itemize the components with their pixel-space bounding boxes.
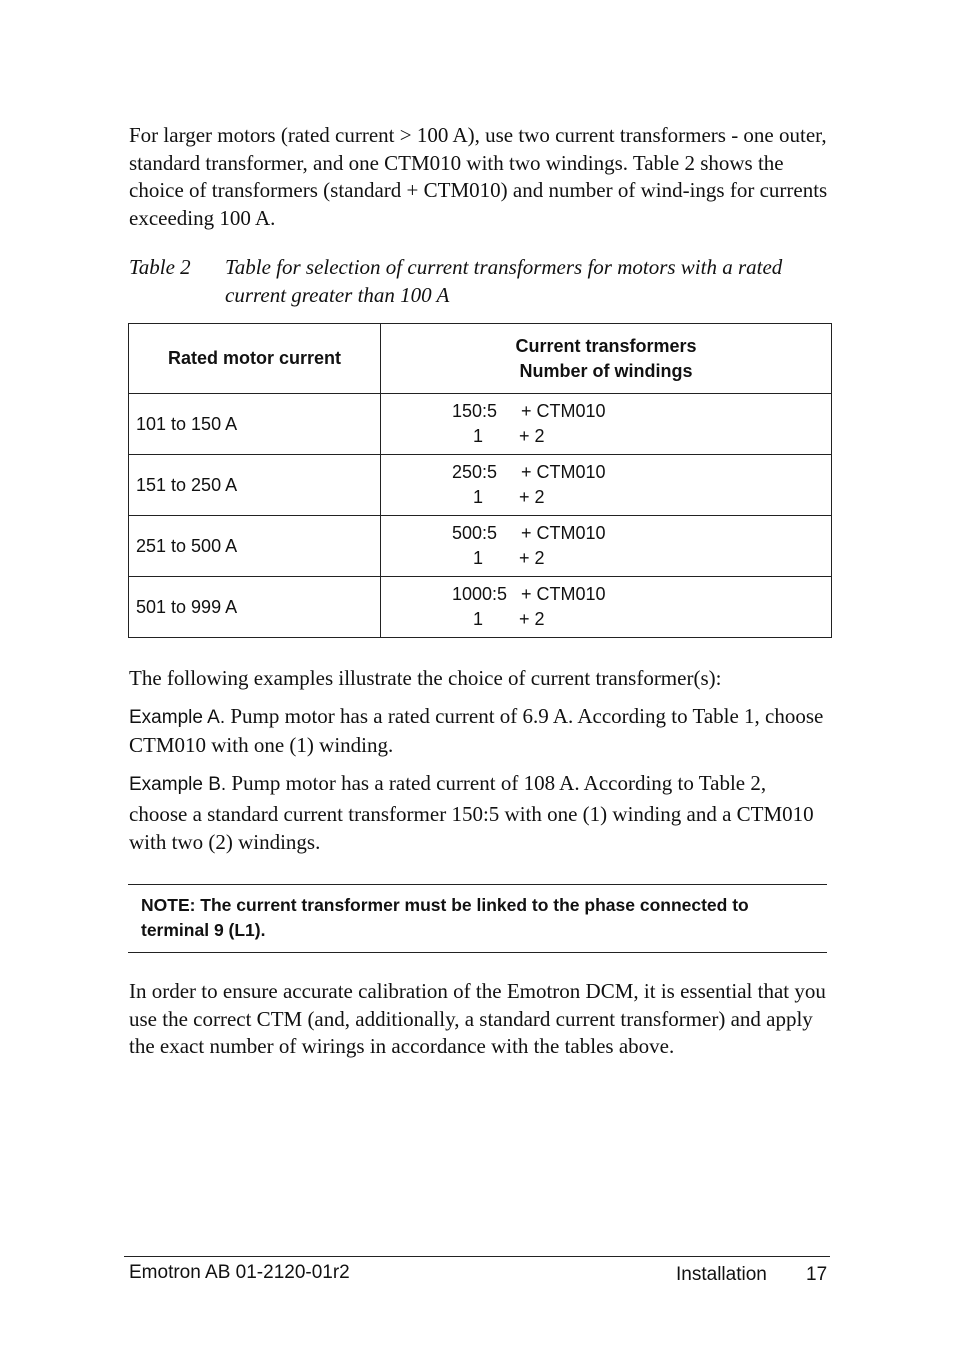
table-header-row xyxy=(129,324,832,394)
table-caption-text: Table for selection of current transformers for motors with a rated current greater than 100 A xyxy=(225,255,783,307)
transformer-cell xyxy=(381,516,832,577)
note-text: NOTE: The current transformer must be linked to the phase connected to terminal 9 (L1). xyxy=(141,895,749,940)
standard-ratio: 1000:5 xyxy=(452,584,508,604)
standard-ratio: 250:5 xyxy=(452,462,498,482)
ctm-model: + CTM010 xyxy=(521,401,606,421)
example-a-text: Pump motor has a rated current of 6.9 A. According to Table 1, choose CTM010 with one (1) winding. xyxy=(129,704,824,757)
example-b-text: Pump motor has a rated current of 108 A. According to Table 2, choose a standard current transformer 150:5 with one (1) winding and a CTM010 with two (2) windings. xyxy=(129,771,814,854)
table-row xyxy=(129,577,832,638)
standard-windings: 1 xyxy=(473,548,484,568)
table-caption-label: Table 2 xyxy=(129,255,191,279)
rated-current-cell: 101 to 150 A xyxy=(129,394,381,455)
transformer-selection-table xyxy=(128,323,832,638)
table-row xyxy=(129,394,832,455)
example-b xyxy=(129,769,829,857)
rated-current-cell: 251 to 500 A xyxy=(129,516,381,577)
standard-ratio: 150:5 xyxy=(452,401,498,421)
table-row xyxy=(129,455,832,516)
footer-section: Installation xyxy=(676,1264,767,1285)
examples-intro: The following examples illustrate the choice of current transformer(s): xyxy=(129,666,722,690)
footer-doc-id: Emotron AB 01-2120-01r2 xyxy=(129,1262,350,1283)
ctm-windings: + 2 xyxy=(519,609,545,629)
standard-windings: 1 xyxy=(473,609,484,629)
ctm-windings: + 2 xyxy=(519,426,545,446)
rated-current-cell: 501 to 999 A xyxy=(129,577,381,638)
note-box xyxy=(128,884,827,953)
ctm-model: + CTM010 xyxy=(521,462,606,482)
standard-windings: 1 xyxy=(473,426,484,446)
footer-divider xyxy=(124,1256,830,1257)
closing-paragraph: In order to ensure accurate calibration of the Emotron DCM, it is essential that you use the correct CTM (and, additionally, a standard current transformer) and apply the exact number of wirings in accordance with the tables above. xyxy=(129,979,826,1058)
ctm-model: + CTM010 xyxy=(521,523,606,543)
standard-windings: 1 xyxy=(473,487,484,507)
table-row xyxy=(129,516,832,577)
ctm-windings: + 2 xyxy=(519,548,545,568)
header-rated-current: Rated motor current xyxy=(129,324,381,394)
ctm-windings: + 2 xyxy=(519,487,545,507)
example-b-label: Example B. xyxy=(129,774,227,795)
transformer-cell xyxy=(381,577,832,638)
standard-ratio: 500:5 xyxy=(452,523,498,543)
transformer-cell xyxy=(381,455,832,516)
intro-paragraph: For larger motors (rated current > 100 A), use two current transformers - one outer, standard transformer, and one CTM010 with two windings. Table 2 shows the choice of transformers (standard + CTM010) and number of wind-ings for currents exceeding 100 A. xyxy=(129,123,828,230)
example-a-label: Example A. xyxy=(129,707,226,728)
header-ct-line2: Number of windings xyxy=(519,360,693,381)
header-current-transformers xyxy=(381,324,832,394)
rated-current-cell: 151 to 250 A xyxy=(129,455,381,516)
ctm-model: + CTM010 xyxy=(521,584,606,604)
header-ct-line1: Current transformers xyxy=(515,335,697,356)
transformer-cell xyxy=(381,394,832,455)
example-a xyxy=(129,703,829,759)
page-number: 17 xyxy=(806,1264,828,1285)
